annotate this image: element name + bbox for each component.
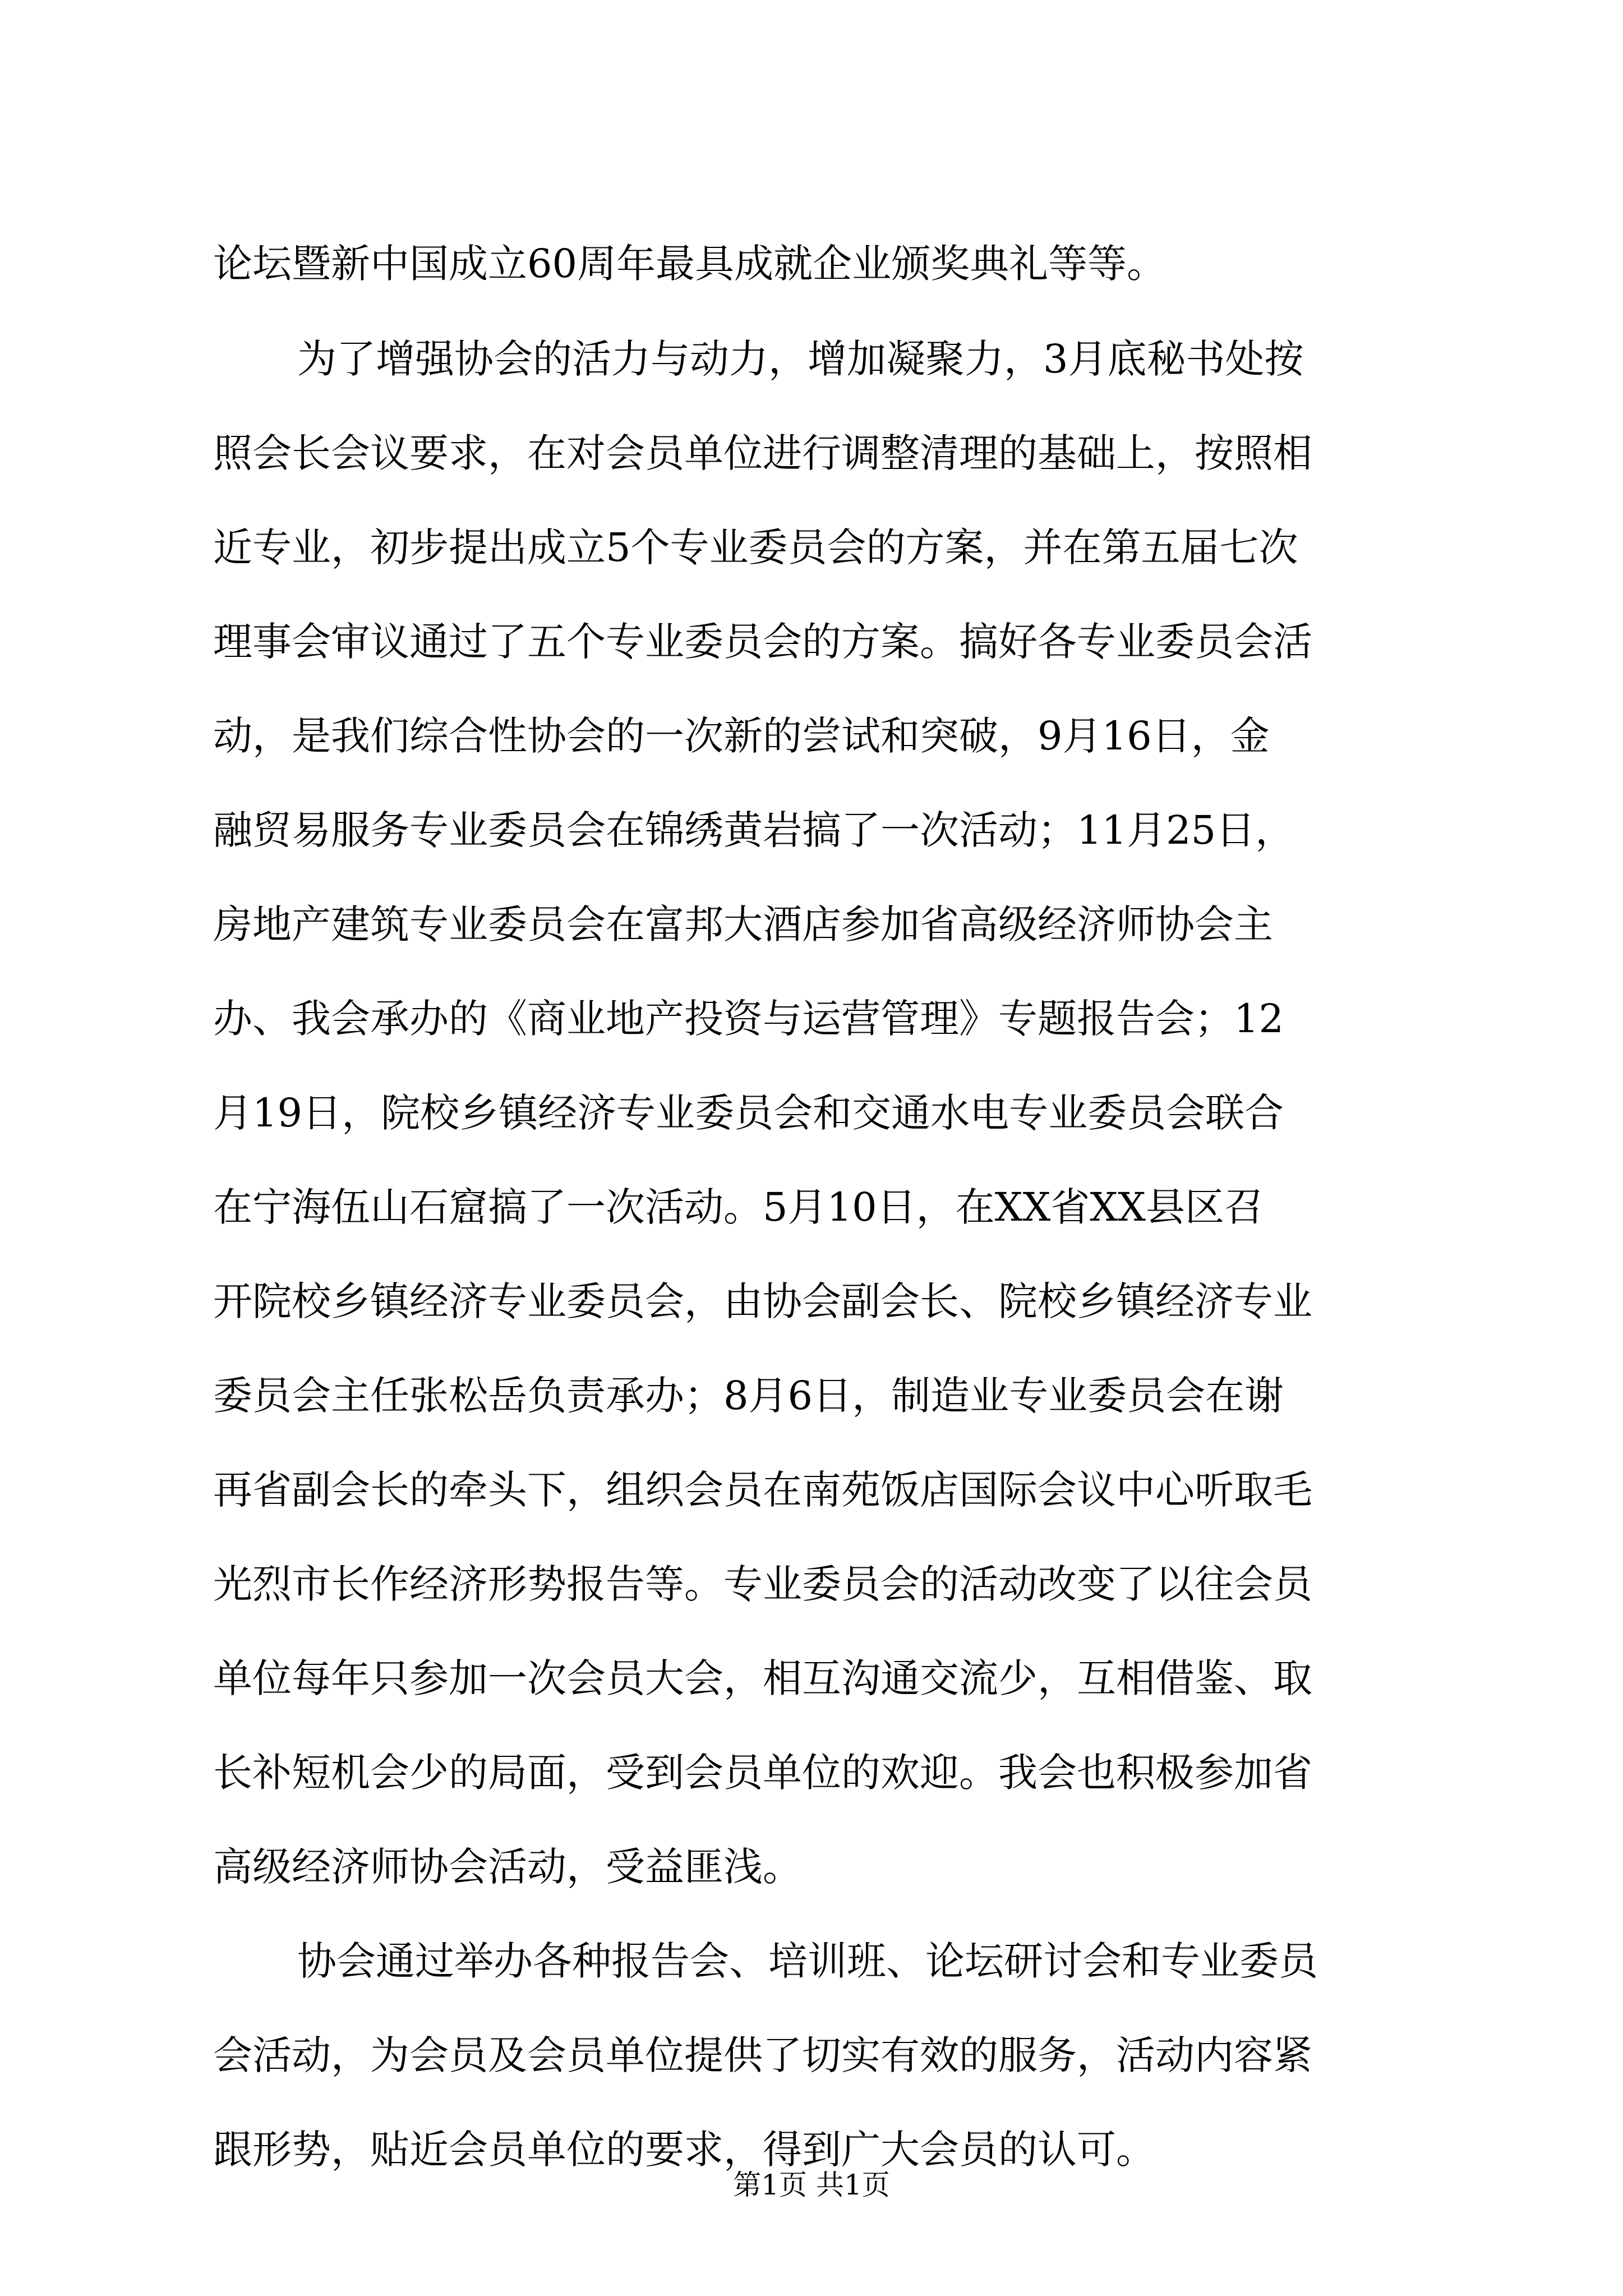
paragraph-2-line-17: 高级经济师协会活动，受益匪浅。 (213, 1844, 802, 1890)
paragraph-2-line-13: 再省副会长的牵头下，组织会员在南苑饭店国际会议中心听取毛 (213, 1467, 1312, 1513)
paragraph-2-line-1: 为了增强协会的活力与动力，增加凝聚力，3月底秘书处按 (297, 336, 1304, 382)
text-line-1: 论坛暨新中国成立60周年最具成就企业颁奖典礼等等。 (213, 241, 1166, 287)
paragraph-2-line-11: 开院校乡镇经济专业委员会，由协会副会长、院校乡镇经济专业 (213, 1278, 1312, 1324)
paragraph-3-line-1: 协会通过举办各种报告会、培训班、论坛研讨会和专业委员 (297, 1938, 1318, 1984)
paragraph-2-line-10: 在宁海伍山石窟搞了一次活动。5月10日，在XX省XX县区召 (213, 1184, 1264, 1230)
paragraph-3-line-3: 跟形势，贴近会员单位的要求，得到广大会员的认可。 (213, 2127, 1155, 2173)
paragraph-2-line-8: 办、我会承办的《商业地产投资与运营管理》专题报告会；12 (213, 996, 1284, 1042)
paragraph-2-line-9: 月19日，院校乡镇经济专业委员会和交通水电专业委员会联合 (213, 1090, 1284, 1136)
paragraph-2-line-2: 照会长会议要求，在对会员单位进行调整清理的基础上，按照相 (213, 430, 1312, 476)
paragraph-2-line-14: 光烈市长作经济形势报告等。专业委员会的活动改变了以往会员 (213, 1561, 1312, 1607)
paragraph-2-line-5: 动，是我们综合性协会的一次新的尝试和突破，9月16日，金 (213, 713, 1270, 759)
page-footer: 第1页 共1页 (733, 2169, 890, 2201)
paragraph-2-line-7: 房地产建筑专业委员会在富邦大酒店参加省高级经济师协会主 (213, 901, 1273, 947)
paragraph-2-line-6: 融贸易服务专业委员会在锦绣黄岩搞了一次活动；11月25日， (213, 807, 1295, 853)
paragraph-2-line-4: 理事会审议通过了五个专业委员会的方案。搞好各专业委员会活 (213, 619, 1312, 665)
paragraph-2-line-3: 近专业，初步提出成立5个专业委员会的方案，并在第五届七次 (213, 524, 1298, 570)
paragraph-3-line-2: 会活动，为会员及会员单位提供了切实有效的服务，活动内容紧 (213, 2032, 1312, 2078)
paragraph-2-line-12: 委员会主任张松岳负责承办；8月6日，制造业专业委员会在谢 (213, 1373, 1284, 1419)
paragraph-2-line-15: 单位每年只参加一次会员大会，相互沟通交流少，互相借鉴、取 (213, 1655, 1312, 1701)
paragraph-2-line-16: 长补短机会少的局面，受到会员单位的欢迎。我会也积极参加省 (213, 1750, 1312, 1796)
